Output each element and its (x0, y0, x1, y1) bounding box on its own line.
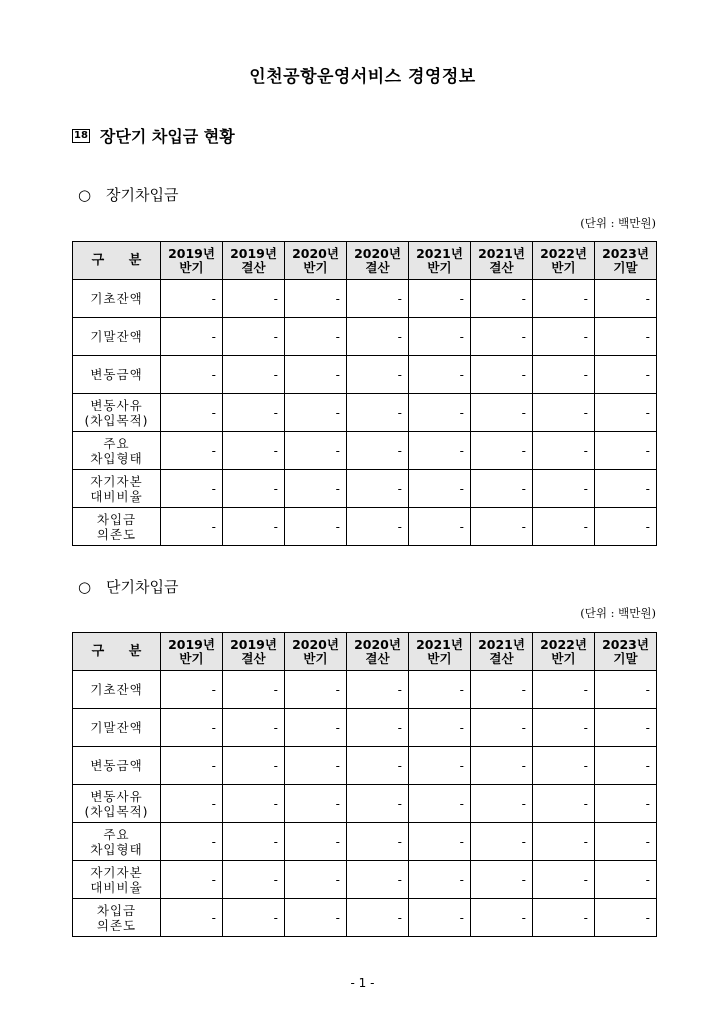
table-cell: - (471, 470, 533, 508)
table-cell: - (595, 671, 657, 709)
table-cell: - (223, 470, 285, 508)
table-cell: - (409, 432, 471, 470)
table-cell: - (595, 356, 657, 394)
table-cell: - (595, 280, 657, 318)
table-row (73, 280, 657, 318)
table-cell: - (533, 394, 595, 432)
column-header: 2019년 결산 (223, 242, 285, 280)
table-row (73, 356, 657, 394)
table-row (73, 823, 657, 861)
long-term-table-body (73, 280, 657, 546)
table-cell: - (595, 785, 657, 823)
table-cell: - (533, 747, 595, 785)
table-row (73, 470, 657, 508)
table-cell: - (347, 280, 409, 318)
table-cell: - (471, 899, 533, 937)
table-cell: - (409, 899, 471, 937)
header-label: 구 분 (73, 242, 161, 280)
table-cell: - (409, 280, 471, 318)
column-header: 2020년 반기 (285, 633, 347, 671)
table-cell: - (161, 356, 223, 394)
table-cell: - (409, 394, 471, 432)
row-label: 변동사유 (차입목적) (73, 785, 161, 823)
column-header: 2019년 반기 (161, 633, 223, 671)
table-cell: - (409, 747, 471, 785)
table-header-row (73, 633, 657, 671)
page-number: - 1 - (350, 976, 375, 990)
table-cell: - (285, 671, 347, 709)
table-cell: - (285, 747, 347, 785)
row-label: 차입금 의존도 (73, 508, 161, 546)
table-row (73, 671, 657, 709)
table-cell: - (471, 747, 533, 785)
table-cell: - (533, 356, 595, 394)
table-cell: - (285, 785, 347, 823)
section-title: 장단기 차입금 현황 (99, 127, 235, 146)
table-cell: - (223, 823, 285, 861)
table-cell: - (285, 508, 347, 546)
table-cell: - (223, 508, 285, 546)
row-label: 주요 차입형태 (73, 432, 161, 470)
table-cell: - (161, 432, 223, 470)
table-cell: - (285, 280, 347, 318)
table-cell: - (347, 356, 409, 394)
table-cell: - (595, 861, 657, 899)
short-term-unit: (단위 : 백만원) (580, 606, 656, 620)
row-label: 자기자본 대비비율 (73, 470, 161, 508)
column-header: 2021년 결산 (471, 633, 533, 671)
table-cell: - (533, 508, 595, 546)
table-cell: - (285, 394, 347, 432)
table-cell: - (347, 432, 409, 470)
table-cell: - (471, 356, 533, 394)
column-header: 2022년 반기 (533, 633, 595, 671)
column-header: 2021년 반기 (409, 242, 471, 280)
long-term-unit: (단위 : 백만원) (580, 216, 656, 230)
table-cell: - (347, 823, 409, 861)
table-cell: - (161, 671, 223, 709)
table-cell: - (161, 470, 223, 508)
table-cell: - (471, 432, 533, 470)
table-cell: - (223, 861, 285, 899)
table-cell: - (285, 861, 347, 899)
table-cell: - (347, 318, 409, 356)
table-cell: - (533, 709, 595, 747)
table-cell: - (595, 432, 657, 470)
table-cell: - (409, 823, 471, 861)
table-cell: - (223, 318, 285, 356)
row-label: 자기자본 대비비율 (73, 861, 161, 899)
table-cell: - (409, 709, 471, 747)
section-number: 18 (74, 129, 88, 141)
table-cell: - (471, 280, 533, 318)
table-cell: - (223, 356, 285, 394)
row-label: 차입금 의존도 (73, 899, 161, 937)
table-cell: - (533, 432, 595, 470)
row-label: 기초잔액 (73, 671, 161, 709)
column-header: 2019년 반기 (161, 242, 223, 280)
table-cell: - (409, 861, 471, 899)
table-cell: - (161, 747, 223, 785)
table-cell: - (285, 356, 347, 394)
short-term-heading-text: 단기차입금 (106, 578, 179, 596)
table-cell: - (223, 280, 285, 318)
table-header-row (73, 242, 657, 280)
table-cell: - (223, 899, 285, 937)
table-cell: - (533, 861, 595, 899)
table-cell: - (471, 394, 533, 432)
table-cell: - (223, 671, 285, 709)
document-title: 인천공항운영서비스 경영정보 (249, 67, 476, 87)
table-cell: - (347, 671, 409, 709)
table-cell: - (161, 823, 223, 861)
table-cell: - (595, 823, 657, 861)
table-cell: - (161, 394, 223, 432)
table-cell: - (409, 508, 471, 546)
table-cell: - (533, 470, 595, 508)
table-cell: - (285, 709, 347, 747)
table-cell: - (347, 861, 409, 899)
bullet-icon: ○ (78, 578, 92, 596)
column-header: 2023년 기말 (595, 633, 657, 671)
table-cell: - (223, 432, 285, 470)
table-cell: - (533, 899, 595, 937)
table-cell: - (285, 899, 347, 937)
table-cell: - (471, 671, 533, 709)
table-row (73, 394, 657, 432)
column-header: 2019년 결산 (223, 633, 285, 671)
table-cell: - (595, 318, 657, 356)
table-cell: - (471, 508, 533, 546)
bullet-icon: ○ (78, 186, 92, 204)
column-header: 2020년 반기 (285, 242, 347, 280)
table-cell: - (223, 394, 285, 432)
table-cell: - (347, 470, 409, 508)
table-cell: - (595, 747, 657, 785)
table-cell: - (533, 318, 595, 356)
table-cell: - (347, 508, 409, 546)
table-cell: - (285, 432, 347, 470)
column-header: 2020년 결산 (347, 633, 409, 671)
table-cell: - (409, 671, 471, 709)
column-header: 2022년 반기 (533, 242, 595, 280)
table-cell: - (533, 280, 595, 318)
long-term-heading-text: 장기차입금 (106, 186, 179, 204)
column-header: 2021년 반기 (409, 633, 471, 671)
table-cell: - (161, 508, 223, 546)
table-cell: - (409, 356, 471, 394)
table-cell: - (471, 318, 533, 356)
table-cell: - (347, 899, 409, 937)
table-row (73, 709, 657, 747)
table-row (73, 508, 657, 546)
table-cell: - (223, 747, 285, 785)
table-cell: - (595, 709, 657, 747)
table-cell: - (161, 785, 223, 823)
table-cell: - (161, 861, 223, 899)
table-cell: - (347, 747, 409, 785)
table-cell: - (347, 785, 409, 823)
column-header: 2020년 결산 (347, 242, 409, 280)
table-cell: - (533, 823, 595, 861)
table-cell: - (533, 671, 595, 709)
table-cell: - (161, 899, 223, 937)
row-label: 기말잔액 (73, 709, 161, 747)
table-cell: - (285, 823, 347, 861)
table-cell: - (223, 785, 285, 823)
table-cell: - (595, 394, 657, 432)
table-cell: - (533, 785, 595, 823)
short-term-table-body (73, 671, 657, 937)
table-row (73, 747, 657, 785)
table-cell: - (471, 785, 533, 823)
table-cell: - (285, 318, 347, 356)
table-row (73, 785, 657, 823)
long-term-heading (78, 184, 178, 205)
long-term-table (72, 241, 657, 546)
row-label: 변동금액 (73, 356, 161, 394)
table-row (73, 899, 657, 937)
table-row (73, 861, 657, 899)
table-cell: - (223, 709, 285, 747)
column-header: 2021년 결산 (471, 242, 533, 280)
table-cell: - (347, 394, 409, 432)
table-cell: - (471, 861, 533, 899)
table-cell: - (471, 709, 533, 747)
column-header: 2023년 기말 (595, 242, 657, 280)
table-cell: - (595, 899, 657, 937)
short-term-heading (78, 576, 178, 597)
table-cell: - (161, 318, 223, 356)
table-cell: - (161, 709, 223, 747)
short-term-table (72, 632, 657, 937)
row-label: 주요 차입형태 (73, 823, 161, 861)
header-label: 구 분 (73, 633, 161, 671)
table-cell: - (285, 470, 347, 508)
section-heading (72, 124, 235, 147)
table-cell: - (161, 280, 223, 318)
table-cell: - (409, 470, 471, 508)
row-label: 변동사유 (차입목적) (73, 394, 161, 432)
row-label: 기초잔액 (73, 280, 161, 318)
table-cell: - (595, 508, 657, 546)
table-cell: - (409, 318, 471, 356)
table-cell: - (471, 823, 533, 861)
table-cell: - (595, 470, 657, 508)
table-cell: - (347, 709, 409, 747)
row-label: 기말잔액 (73, 318, 161, 356)
table-row (73, 432, 657, 470)
row-label: 변동금액 (73, 747, 161, 785)
table-cell: - (409, 785, 471, 823)
table-row (73, 318, 657, 356)
